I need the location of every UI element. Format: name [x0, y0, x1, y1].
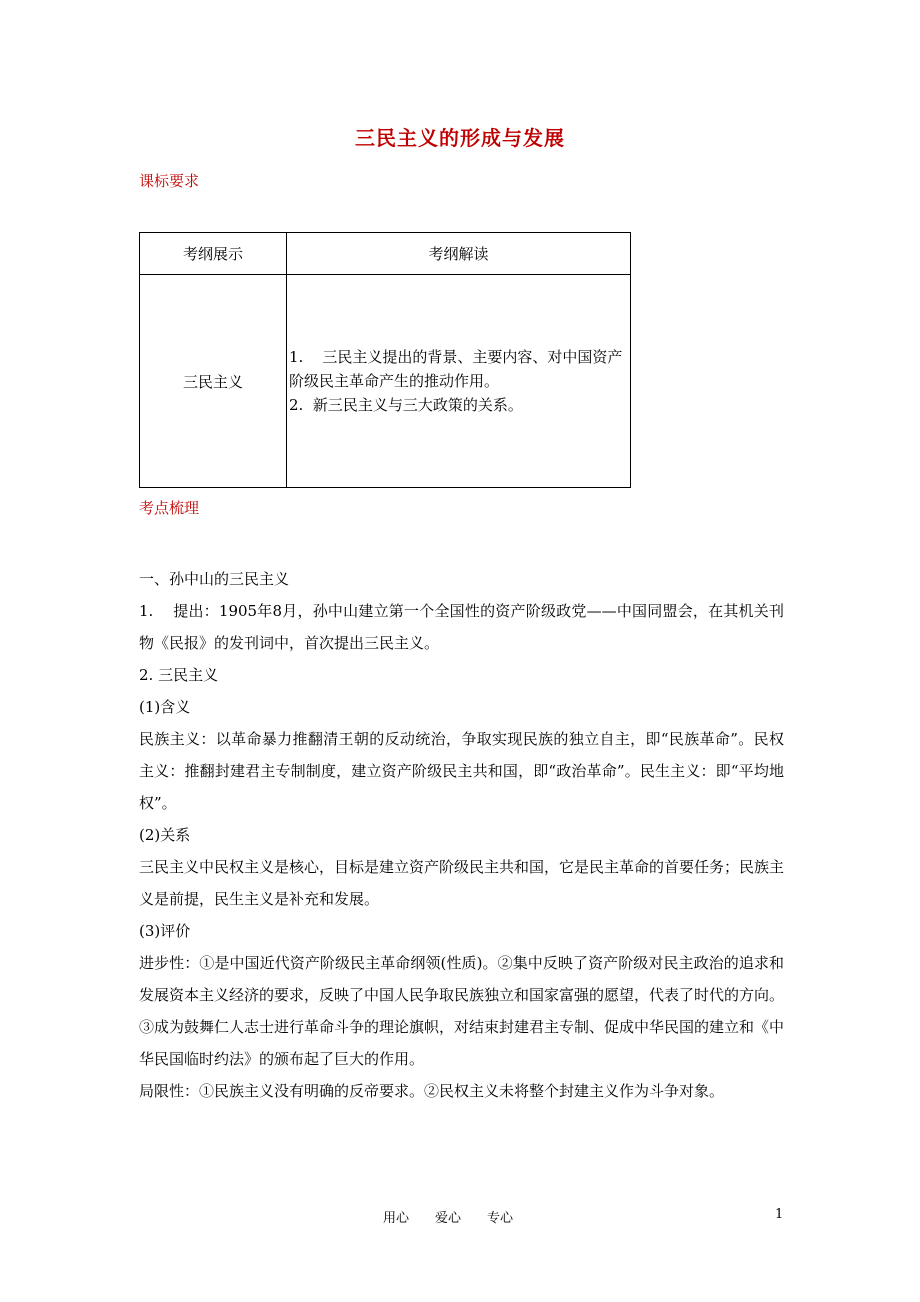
section-heading-curriculum: 课标要求 [139, 172, 200, 190]
table-cell-interpretation [287, 275, 631, 488]
outline-table [139, 232, 631, 488]
body-paragraph: 进步性：①是中国近代资产阶级民主革命纲领(性质)。②集中反映了资产阶级对民主政治的追求和发展资本主义经济的要求，反映了中国人民争取民族独立和国家富强的愿望，代表了时代的方向。③成为鼓舞仁人志士进行革命斗争的理论旗帜，对结束封建君主专制、促成中华民国的建立和《中华民国临时约法》的颁布起了巨大的作用。 [139, 954, 785, 1068]
body-heading: 一、孙中山的三民主义 [139, 570, 290, 588]
table-header-display: 考纲展示 [140, 233, 287, 275]
body-paragraph: 局限性：①民族主义没有明确的反帝要求。②民权主义未将整个封建主义作为斗争对象。 [139, 1082, 725, 1100]
body-subheading: 2. 三民主义 [139, 666, 219, 684]
body-paragraph: 三民主义中民权主义是核心，目标是建立资产阶级民主共和国，它是民主革命的首要任务；民族主义是前提，民生主义是补充和发展。 [139, 858, 785, 908]
body-paragraph: 1. 提出：1905年8月，孙中山建立第一个全国性的资产阶级政党——中国同盟会，在其机关刊物《民报》的发刊词中，首次提出三民主义。 [139, 602, 784, 652]
table-cell-topic: 三民主义 [140, 275, 287, 488]
table-header-row [140, 233, 631, 275]
page-title: 三民主义的形成与发展 [355, 126, 565, 150]
footer-motto-2: 爱心 [435, 1211, 462, 1226]
interpretation-item-1: 1. 三民主义提出的背景、主要内容、对中国资产阶级民主革命产生的推动作用。 [289, 348, 623, 390]
body-subheading: (2)关系 [139, 826, 191, 844]
interpretation-item-2: 2. 新三民主义与三大政策的关系。 [289, 396, 523, 414]
page-number: 1 [775, 1207, 784, 1222]
table-row [140, 275, 631, 488]
body-content [139, 563, 784, 1107]
table-header-interpretation: 考纲解读 [287, 233, 631, 275]
footer-motto [383, 1207, 539, 1226]
footer-motto-3: 专心 [487, 1211, 514, 1226]
body-subheading: (3)评价 [139, 922, 191, 940]
footer-motto-1: 用心 [383, 1211, 410, 1226]
body-paragraph: 民族主义：以革命暴力推翻清王朝的反动统治，争取实现民族的独立自主，即“民族革命”。民权主义：推翻封建君主专制制度，建立资产阶级民主共和国，即“政治革命”。民生主义：即“平均地权”。 [139, 730, 784, 812]
body-subheading: (1)含义 [139, 698, 191, 716]
section-heading-review: 考点梳理 [139, 499, 200, 517]
